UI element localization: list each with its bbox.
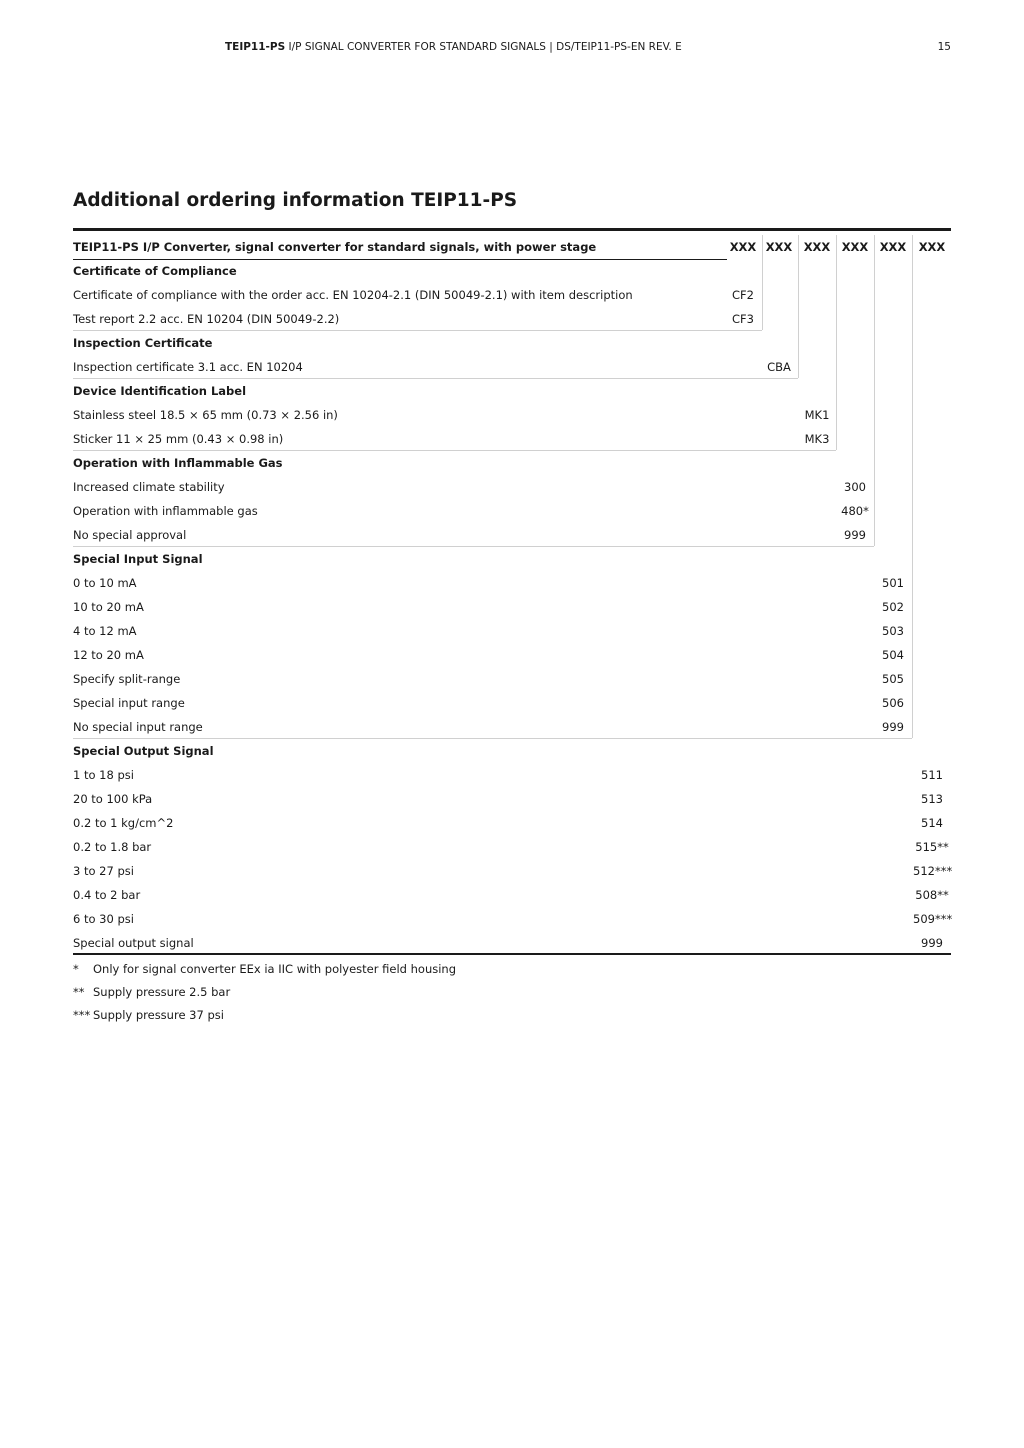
running-header-title [225,41,682,53]
option-label: 0.4 to 2 bar [73,888,141,902]
option-code: 501 [882,576,904,590]
option-row [73,931,951,955]
table-top-rule [73,228,951,231]
footnotes [73,960,456,1029]
option-code: 480* [841,504,869,518]
footnote-mark: *** [73,1008,91,1022]
option-row [73,715,951,739]
option-code: 506 [882,696,904,710]
section-heading: Additional ordering information TEIP11-PS [73,190,518,211]
column-header-3: XXX [803,240,831,254]
option-row [73,499,951,523]
option-row [73,355,951,379]
category-title: Certificate of Compliance [73,264,237,278]
footnote [73,983,456,1006]
option-code: 514 [921,816,943,830]
option-code: CF2 [732,288,754,302]
header-title-text: I/P SIGNAL CONVERTER FOR STANDARD SIGNALS | DS/TEIP11-PS-EN REV. E [288,41,682,53]
option-row [73,643,951,667]
option-label: 20 to 100 kPa [73,792,153,806]
category-row [73,379,951,403]
option-label: Certificate of compliance with the order acc. EN 10204-2.1 (DIN 50049-2.1) with item description [73,288,633,302]
option-row [73,763,951,787]
column-header-2: XXX [765,240,793,254]
option-row [73,475,951,499]
option-row [73,667,951,691]
option-row [73,523,951,547]
footnote-text: Supply pressure 37 psi [93,1008,224,1022]
option-label: 0.2 to 1.8 bar [73,840,152,854]
option-label: 0 to 10 mA [73,576,137,590]
footnote-mark: ** [73,985,85,999]
category-title: Device Identification Label [73,384,247,398]
option-label: No special approval [73,528,187,542]
option-code: MK1 [804,408,830,422]
option-code: 515** [915,840,949,854]
option-code: 508** [915,888,949,902]
footnote [73,1006,456,1029]
column-guide-line [762,235,763,330]
category-title: Special Input Signal [73,552,203,566]
category-title: Inspection Certificate [73,336,213,350]
option-label: Sticker 11 × 25 mm (0.43 × 0.98 in) [73,432,284,446]
category-row [73,331,951,355]
option-label: Operation with inflammable gas [73,504,258,518]
option-label: 0.2 to 1 kg/cm^2 [73,816,174,830]
column-header-6: XXX [918,240,946,254]
page-number: 15 [937,41,951,53]
category-title: Operation with Inflammable Gas [73,456,283,470]
option-code: CBA [767,360,791,374]
option-row [73,835,951,859]
option-code: MK3 [804,432,830,446]
option-label: Inspection certificate 3.1 acc. EN 10204 [73,360,303,374]
option-code: 502 [882,600,904,614]
option-row [73,307,951,331]
option-row [73,859,951,883]
option-label: Specify split-range [73,672,181,686]
option-code: 504 [882,648,904,662]
table-header-row [73,235,951,259]
option-row [73,907,951,931]
footnote [73,960,456,983]
option-code: 999 [844,528,866,542]
product-name: TEIP11-PS [225,41,286,53]
footnote-text: Only for signal converter EEx ia IIC with polyester field housing [93,962,457,976]
option-code: 999 [921,936,943,950]
column-header-1: XXX [729,240,757,254]
running-header [0,41,1024,57]
option-row [73,283,951,307]
option-label: 10 to 20 mA [73,600,144,614]
option-code: 999 [882,720,904,734]
option-row [73,787,951,811]
option-row [73,403,951,427]
option-code: 300 [844,480,866,494]
option-label: No special input range [73,720,203,734]
column-guide-line [836,235,837,450]
ordering-table [73,235,951,955]
option-row [73,595,951,619]
option-code: 513 [921,792,943,806]
category-row [73,547,951,571]
category-row [73,451,951,475]
column-guide-line [912,235,913,738]
category-title: Special Output Signal [73,744,214,758]
option-row [73,571,951,595]
option-code: 512*** [913,864,953,878]
column-guide-line [798,235,799,378]
category-row [73,259,951,283]
option-row [73,691,951,715]
column-guide-line [874,235,875,546]
option-label: Test report 2.2 acc. EN 10204 (DIN 50049-2.2) [73,312,340,326]
option-label: 6 to 30 psi [73,912,134,926]
option-label: Special output signal [73,936,194,950]
option-label: Stainless steel 18.5 × 65 mm (0.73 × 2.56 in) [73,408,338,422]
option-row [73,427,951,451]
column-header-5: XXX [879,240,907,254]
category-row [73,739,951,763]
option-label: 3 to 27 psi [73,864,134,878]
option-row [73,811,951,835]
option-code: 509*** [913,912,953,926]
option-label: 1 to 18 psi [73,768,134,782]
table-bottom-rule [73,953,951,955]
option-label: Increased climate stability [73,480,225,494]
option-code: 505 [882,672,904,686]
option-code: CF3 [732,312,754,326]
column-header-4: XXX [841,240,869,254]
footnote-text: Supply pressure 2.5 bar [93,985,231,999]
option-row [73,619,951,643]
footnote-mark: * [73,962,79,976]
option-label: 12 to 20 mA [73,648,144,662]
option-label: Special input range [73,696,185,710]
option-label: 4 to 12 mA [73,624,137,638]
option-code: 503 [882,624,904,638]
option-code: 511 [921,768,943,782]
table-header-label: TEIP11-PS I/P Converter, signal converter for standard signals, with power stage [73,235,727,260]
option-row [73,883,951,907]
